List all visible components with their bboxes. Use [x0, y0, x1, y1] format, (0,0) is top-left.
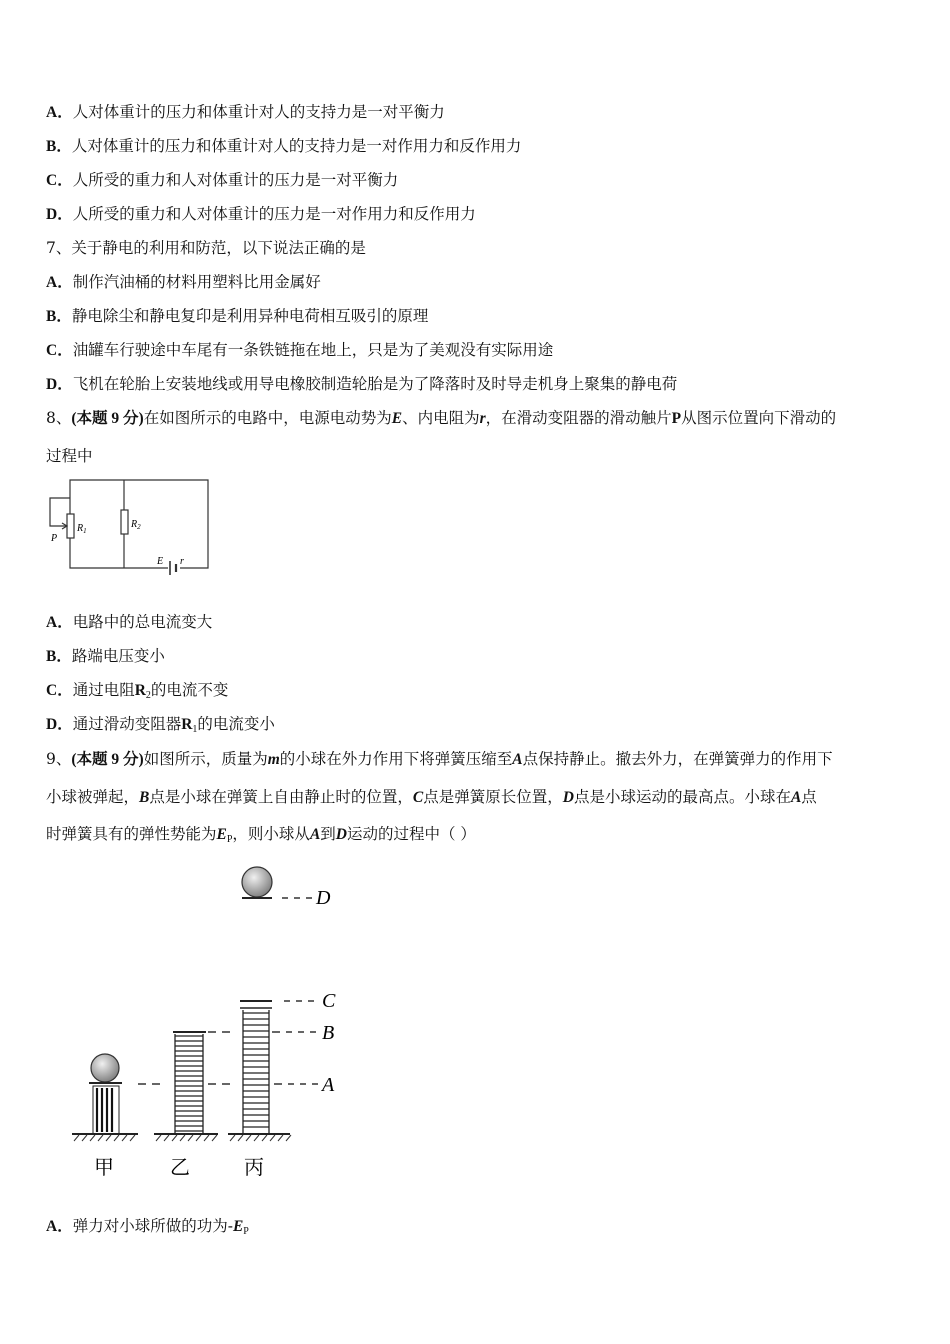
symbol-R: R: [181, 716, 193, 733]
option-text: 通过滑动变阻器: [72, 715, 182, 733]
option-text: 静电除尘和静电复印是利用异种电荷相互吸引的原理: [71, 307, 429, 325]
q8-stem-line1: [46, 408, 836, 429]
symbol-D: D: [562, 789, 574, 806]
option-text: 通过电阻: [72, 681, 135, 699]
option-label: B．: [46, 308, 72, 325]
q9-stem-line3: [46, 824, 476, 850]
battery-r-label: r: [180, 556, 184, 567]
option-label: A．: [46, 104, 73, 121]
option-text: 的电流变小: [197, 715, 275, 733]
stem-text: 点是弹簧原长位置，: [423, 788, 563, 806]
stem-text: 点是小球在弹簧上自由静止时的位置，: [149, 788, 413, 806]
subscript: 1: [192, 724, 198, 735]
option-label: B．: [46, 138, 72, 155]
subscript: P: [226, 834, 233, 845]
stem-text: 点: [801, 788, 817, 806]
ball-at-d: [242, 867, 272, 897]
q6-option-d: [46, 204, 476, 225]
q7-option-c: [46, 340, 553, 361]
q8-option-a: [46, 612, 212, 633]
spring-figure: [60, 856, 360, 1186]
option-label: D．: [46, 206, 73, 223]
option-label: C．: [46, 172, 73, 189]
symbol-A: A: [512, 751, 523, 768]
stem-text: 到: [320, 825, 336, 843]
symbol-r: r: [479, 410, 486, 427]
q9-stem-line1: [46, 749, 833, 770]
label-b: B: [322, 1022, 335, 1044]
q7-option-a: [46, 272, 321, 293]
option-label: B．: [46, 648, 72, 665]
option-text: 的电流不变: [150, 681, 229, 699]
option-label: A．: [46, 1218, 73, 1235]
label-bing: 丙: [244, 1157, 264, 1179]
question-score: (本题 9 分): [71, 751, 144, 768]
q8-option-b: [46, 646, 165, 667]
stem-text: 点是小球运动的最高点。小球在: [573, 788, 791, 806]
option-text: 制作汽油桶的材料用塑料比用金属好: [72, 273, 321, 291]
option-text: 路端电压变小: [71, 647, 165, 665]
subscript: P: [243, 1226, 249, 1237]
symbol-R: R: [134, 682, 146, 699]
stem-text: 的小球在外力作用下将弹簧压缩至: [279, 750, 513, 768]
stem-text: 在如图所示的电路中，电源电动势为: [143, 409, 392, 427]
label-jia: 甲: [94, 1157, 114, 1179]
q7-option-b: [46, 306, 428, 327]
symbol-Ep: E: [216, 826, 227, 843]
battery-e-label: E: [157, 556, 164, 567]
option-label: A．: [46, 614, 73, 631]
q8-option-c: [46, 680, 228, 706]
symbol-Ep: E: [232, 1218, 244, 1235]
r2-label: $R_2$: [131, 519, 141, 531]
symbol-A: A: [790, 789, 802, 806]
spring-yi: [154, 1032, 218, 1141]
q6-option-b: [46, 136, 521, 157]
option-text: 人所受的重力和人对体重计的压力是一对平衡力: [72, 171, 399, 189]
q7-stem: 7、关于静电的利用和防范，以下说法正确的是: [46, 239, 366, 257]
stem-text: 如图所示，质量为: [143, 750, 268, 768]
label-c: C: [322, 990, 336, 1012]
stem-text: 小球被弹起，: [46, 788, 140, 806]
symbol-A: A: [309, 826, 321, 843]
ball-jia: [91, 1054, 119, 1082]
q8-option-d: [46, 714, 275, 740]
symbol-m: m: [267, 751, 280, 768]
subscript: 2: [145, 690, 151, 701]
option-text: 电路中的总电流变大: [72, 613, 213, 631]
symbol-P: P: [671, 410, 682, 427]
option-label: D．: [46, 716, 73, 733]
question-score: (本题 9 分): [71, 410, 144, 427]
q7-option-d: [46, 374, 677, 395]
question-number: 9、: [46, 750, 72, 768]
slider-p-label: P: [51, 533, 58, 544]
option-label: C．: [46, 682, 73, 699]
stem-text: 运动的过程中（ ）: [347, 825, 476, 843]
spring-jia: [72, 1054, 138, 1141]
option-label: A．: [46, 274, 73, 291]
option-text: 人对体重计的压力和体重计对人的支持力是一对作用力和反作用力: [71, 137, 522, 155]
spring-bing: [228, 1001, 291, 1141]
stem-text: ，则小球从: [232, 825, 310, 843]
q8-stem-line2: 过程中: [46, 447, 93, 465]
q9-option-a: [46, 1216, 249, 1242]
q6-option-a: [46, 102, 445, 123]
option-text: 人对体重计的压力和体重计对人的支持力是一对平衡力: [72, 103, 445, 121]
r2-resistor: [121, 510, 128, 534]
stem-text: 、内电阻为: [402, 409, 480, 427]
option-text: 弹力对小球所做的功为-: [72, 1217, 233, 1235]
circuit-figure: [40, 476, 220, 576]
option-text: 人所受的重力和人对体重计的压力是一对作用力和反作用力: [72, 205, 476, 223]
symbol-C: C: [412, 789, 424, 806]
question-number: 8、: [46, 409, 72, 427]
stem-text: 从图示位置向下滑动的: [681, 409, 837, 427]
stem-text: 点保持静止。撤去外力，在弹簧弹力的作用下: [522, 750, 833, 768]
option-text: 油罐车行驶途中车尾有一条铁链拖在地上，只是为了美观没有实际用途: [72, 341, 554, 359]
option-label: D．: [46, 376, 73, 393]
symbol-E: E: [391, 410, 403, 427]
option-label: C．: [46, 342, 73, 359]
q9-stem-line2: [46, 787, 817, 808]
stem-text: 时弹簧具有的弹性势能为: [46, 825, 217, 843]
q6-option-c: [46, 170, 398, 191]
label-d: D: [316, 887, 331, 909]
symbol-D: D: [335, 826, 347, 843]
r1-label: $R_1$: [77, 523, 87, 535]
label-yi: 乙: [170, 1157, 190, 1179]
label-a: A: [322, 1074, 335, 1096]
stem-text: ，在滑动变阻器的滑动触片: [485, 409, 672, 427]
option-text: 飞机在轮胎上安装地线或用导电橡胶制造轮胎是为了降落时及时导走机身上聚集的静电荷: [72, 375, 678, 393]
symbol-B: B: [139, 789, 150, 806]
